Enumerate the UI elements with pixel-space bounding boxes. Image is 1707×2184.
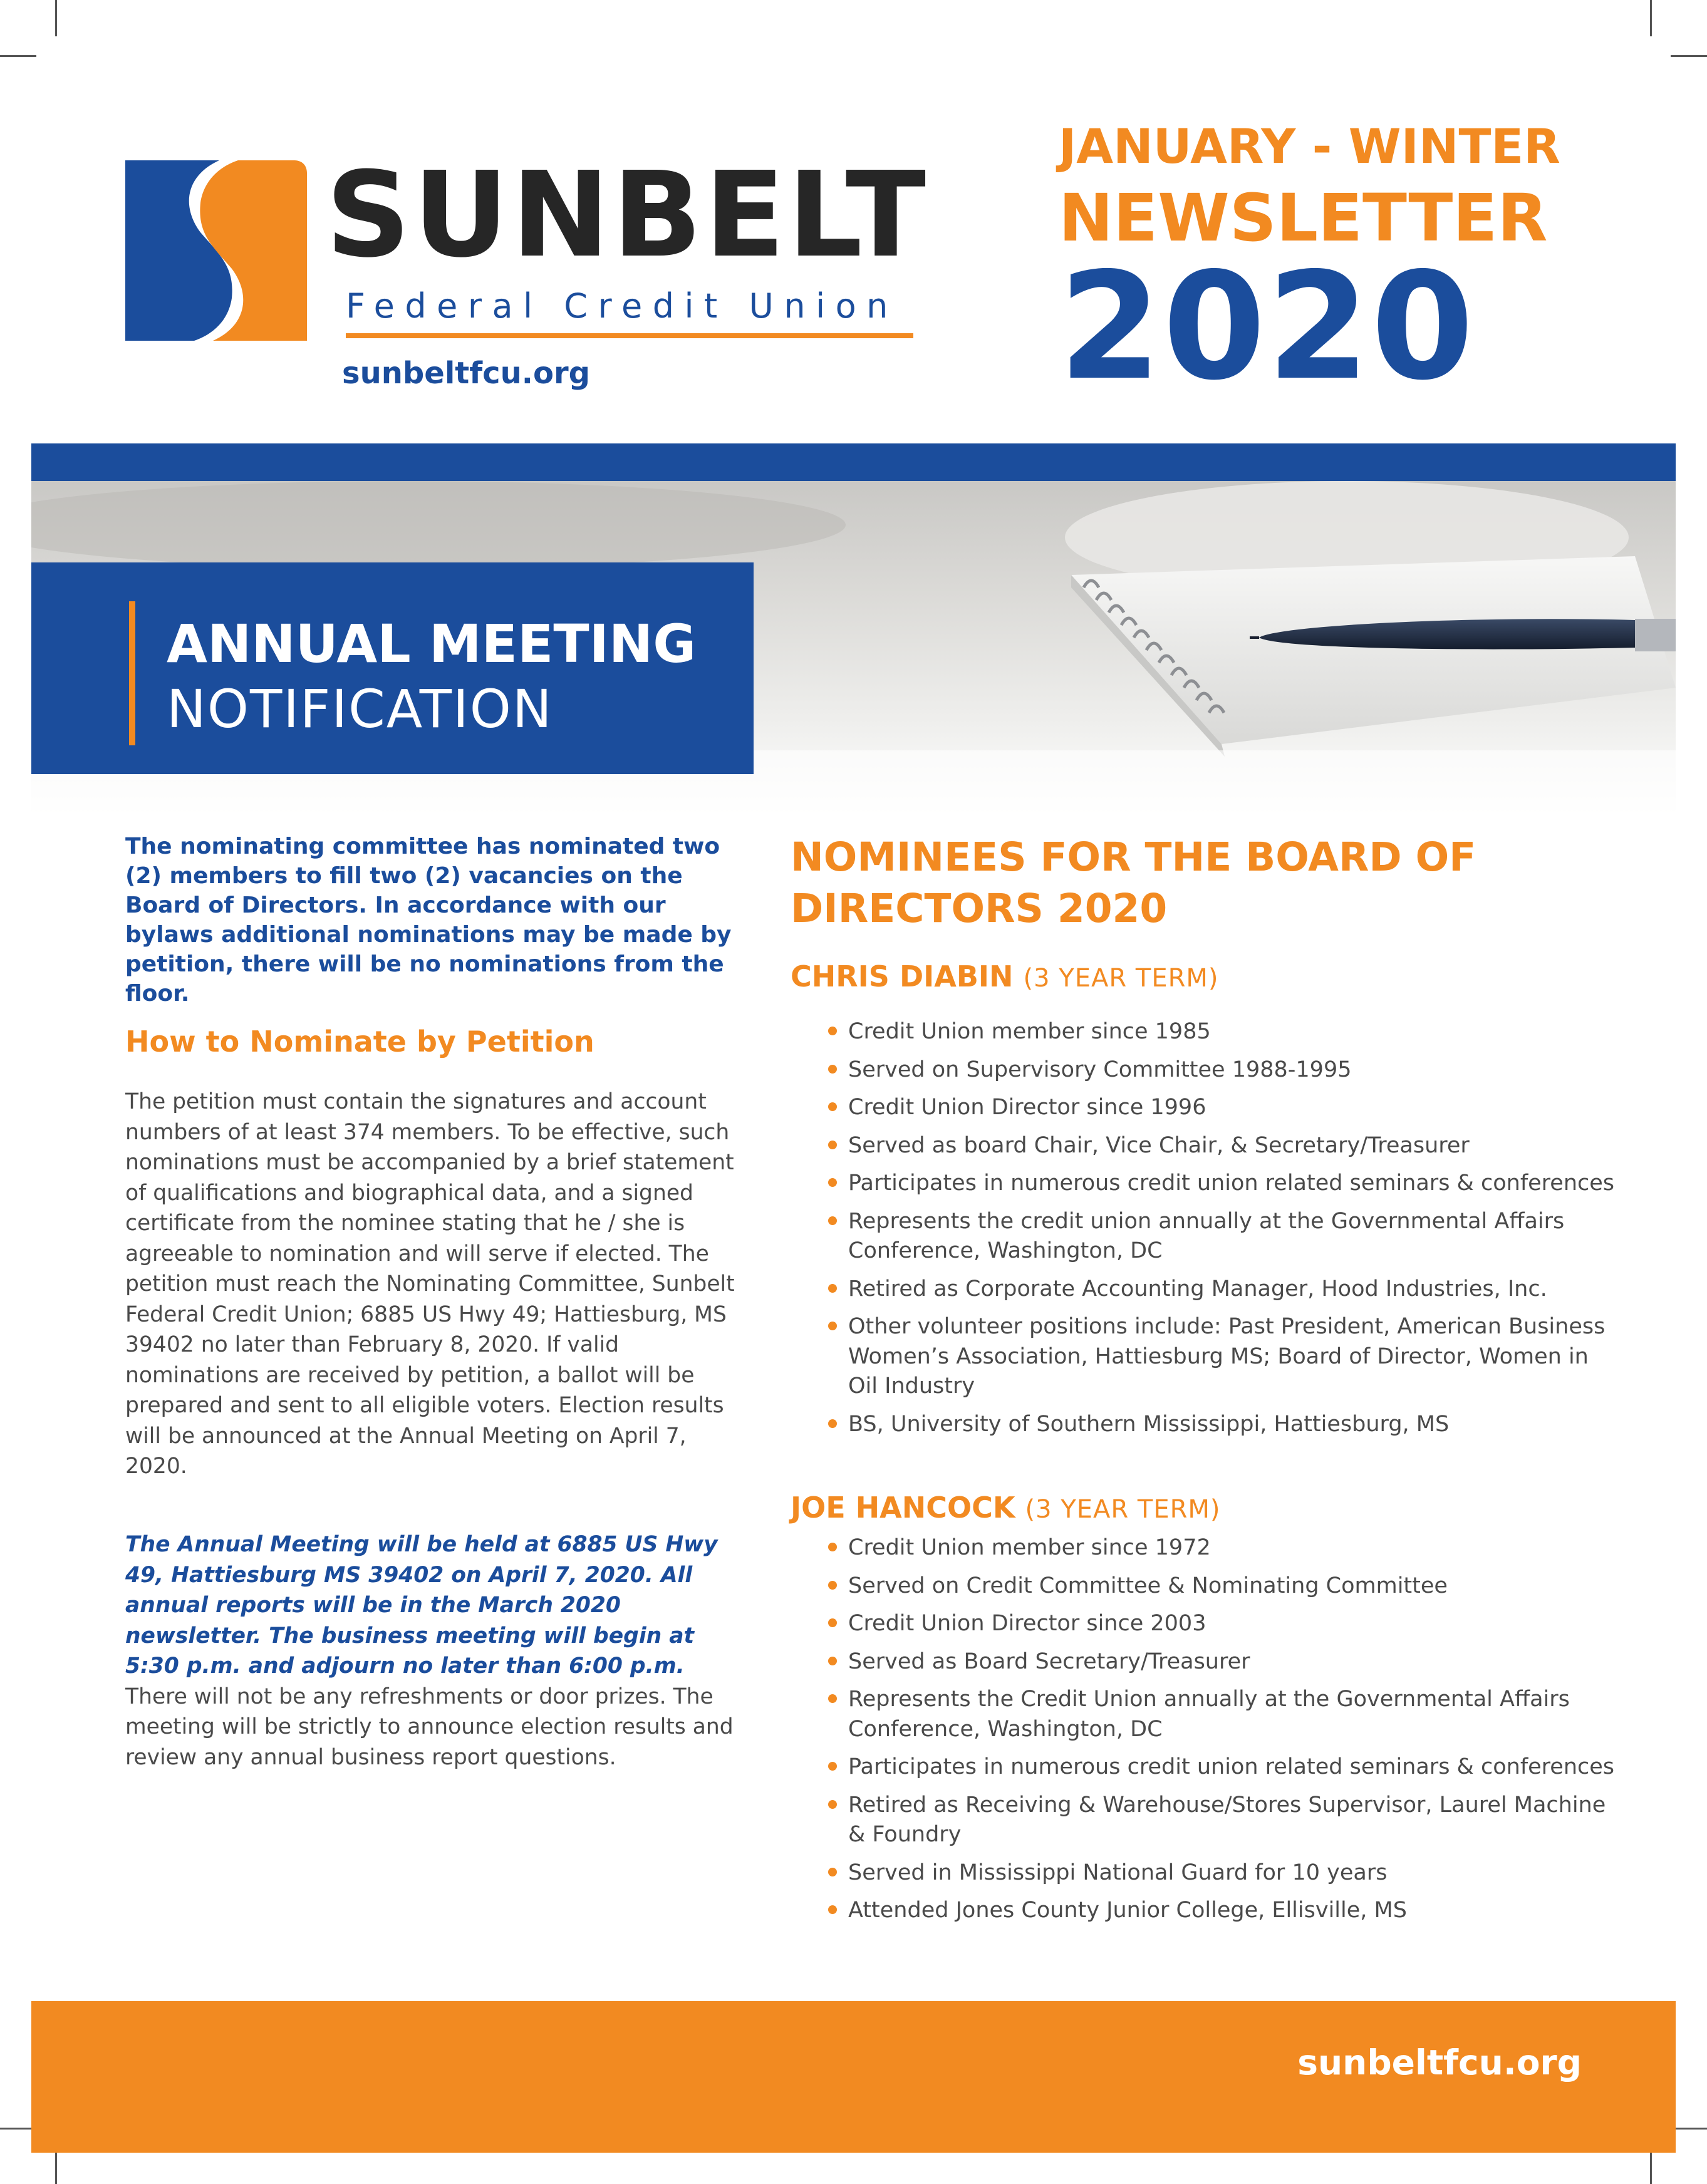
- candidate-name: [791, 962, 1624, 991]
- list-item: [791, 1410, 1624, 1440]
- bullet-icon: [828, 1216, 837, 1225]
- list-item: [791, 1752, 1624, 1783]
- candidate-name-text: CHRIS DIABIN: [791, 960, 1014, 993]
- bullet-icon: [828, 1322, 837, 1330]
- list-item: [791, 1093, 1624, 1123]
- bullet-icon: [828, 1027, 837, 1035]
- bullet-icon: [828, 1141, 837, 1149]
- brand-divider: [346, 333, 913, 338]
- candidate-qualifications-list: [791, 1017, 1624, 1447]
- petition-body: The petition must contain the signatures and account numbers of at least 374 members. To be effective, such nominations must be accompanied by a brief statement of qualifications and biographical data, and a signed certificate from the nominee stating that he / she is agreeable to nomination and will serve if elected. The petition must reach the Nominating Committee, Sunbelt Federal Credit Union; 6885 US Hwy 49; Hattiesburg, MS 39402 no later than February 8, 2020. If valid nominations are received by petition, a ballot will be prepared and sent to all eligible voters. Election results will be announced at the Annual Meeting on April 7, 2020.: [125, 1089, 735, 1479]
- list-item-text: Served on Credit Committee & Nominating Committee: [848, 1573, 1448, 1598]
- bullet-icon: [828, 1102, 837, 1111]
- list-item: [791, 1017, 1624, 1047]
- bullet-icon: [828, 1618, 837, 1627]
- crop-mark: [0, 55, 36, 57]
- list-item-text: Attended Jones County Junior College, Ellisville, MS: [848, 1898, 1407, 1923]
- issue-label: JANUARY - WINTER: [1059, 118, 1560, 174]
- bullet-icon: [828, 1581, 837, 1590]
- crop-mark: [1671, 55, 1707, 57]
- list-item-text: BS, University of Southern Mississippi, Hattiesburg, MS: [848, 1411, 1450, 1437]
- list-item: [791, 1131, 1624, 1161]
- list-item-text: Other volunteer positions include: Past President, American Business Women’s Association, Hattiesburg MS; Board of Director, Women in Oil Industry: [848, 1314, 1606, 1399]
- list-item-text: Participates in numerous credit union related seminars & conferences: [848, 1754, 1615, 1779]
- bullet-icon: [828, 1868, 837, 1876]
- crop-mark: [55, 2148, 57, 2184]
- candidate-name-text: JOE HANCOCK: [791, 1491, 1015, 1524]
- list-item-text: Served in Mississippi National Guard for 10 years: [848, 1860, 1388, 1885]
- candidate-qualifications-list: [791, 1533, 1624, 1934]
- list-item: [791, 1207, 1624, 1266]
- meeting-details: [125, 1529, 739, 1773]
- bullet-icon: [828, 1800, 837, 1809]
- footer-url[interactable]: sunbeltfcu.org: [1297, 2042, 1582, 2083]
- banner-title: ANNUAL MEETING: [167, 613, 697, 675]
- banner-accent-bar: [129, 601, 135, 745]
- bullet-icon: [828, 1065, 837, 1074]
- crop-mark: [1671, 2128, 1707, 2130]
- bullet-icon: [828, 1657, 837, 1665]
- meeting-details-text: There will not be any refreshments or door prizes. The meeting will be strictly to announce election results and review any annual business report questions.: [125, 1684, 734, 1770]
- list-item-text: Served as board Chair, Vice Chair, & Secretary/Treasurer: [848, 1132, 1470, 1158]
- list-item-text: Represents the Credit Union annually at the Governmental Affairs Conference, Washington, DC: [848, 1687, 1570, 1742]
- brand-subtitle: Federal Credit Union: [346, 286, 898, 326]
- bullet-icon: [828, 1543, 837, 1551]
- candidate-term: (3 YEAR TERM): [1025, 1495, 1221, 1524]
- list-item: [791, 1896, 1624, 1926]
- list-item: [791, 1533, 1624, 1563]
- list-item-text: Credit Union Director since 2003: [848, 1611, 1206, 1636]
- list-item: [791, 1275, 1624, 1305]
- list-item: [791, 1055, 1624, 1085]
- crop-mark: [1650, 0, 1652, 36]
- header-divider-bar: [31, 443, 1676, 481]
- list-item-text: Represents the credit union annually at the Governmental Affairs Conference, Washington, DC: [848, 1208, 1565, 1263]
- list-item-text: Credit Union member since 1972: [848, 1535, 1211, 1560]
- bullet-icon: [828, 1284, 837, 1293]
- bullet-icon: [828, 1419, 837, 1428]
- list-item-text: Participates in numerous credit union related seminars & conferences: [848, 1171, 1615, 1196]
- list-item-text: Retired as Corporate Accounting Manager, Hood Industries, Inc.: [848, 1276, 1547, 1302]
- list-item: [791, 1685, 1624, 1744]
- crop-mark: [55, 0, 57, 36]
- list-item-text: Served on Supervisory Committee 1988-1995: [848, 1057, 1352, 1082]
- brand-url[interactable]: sunbeltfcu.org: [342, 356, 590, 391]
- nomination-intro: The nominating committee has nominated two (2) members to fill two (2) vacancies on the Board of Directors. In accordance with our bylaws additional nominations may be made by petition, there will be no nominations from the floor.: [125, 834, 732, 1007]
- nominees-heading: NOMINEES FOR THE BOARD OF DIRECTORS 2020: [791, 834, 1476, 931]
- list-item: [791, 1858, 1624, 1888]
- candidate-term: (3 YEAR TERM): [1023, 964, 1219, 993]
- bullet-icon: [828, 1762, 837, 1771]
- bullet-icon: [828, 1178, 837, 1187]
- meeting-details-emphasis: The Annual Meeting will be held at 6885 US Hwy 49, Hattiesburg MS 39402 on April 7, 2020. All annual reports will be in the March 2020 newsletter. The business meeting will begin at 5:30 p.m. and adjourn no later than 6:00 p.m.: [125, 1532, 718, 1679]
- list-item-text: Credit Union Director since 1996: [848, 1095, 1206, 1120]
- bullet-icon: [828, 1694, 837, 1703]
- list-item: [791, 1312, 1624, 1402]
- newsletter-year: 2020: [1059, 241, 1475, 413]
- list-item-text: Retired as Receiving & Warehouse/Stores Supervisor, Laurel Machine & Foundry: [848, 1792, 1606, 1847]
- newsletter-title: NEWSLETTER: [1059, 180, 1548, 256]
- list-item: [791, 1609, 1624, 1639]
- list-item-text: Served as Board Secretary/Treasurer: [848, 1648, 1250, 1674]
- candidate-name: [791, 1493, 1624, 1522]
- brand-name: SUNBELT: [326, 147, 929, 284]
- list-item: [791, 1169, 1624, 1199]
- list-item: [791, 1571, 1624, 1602]
- sunbelt-logo-icon: [125, 160, 307, 341]
- crop-mark: [1650, 2148, 1652, 2184]
- list-item-text: Credit Union member since 1985: [848, 1019, 1211, 1044]
- bullet-icon: [828, 1905, 837, 1914]
- banner-subtitle: NOTIFICATION: [167, 678, 553, 740]
- list-item: [791, 1791, 1624, 1850]
- petition-heading: How to Nominate by Petition: [125, 1025, 594, 1058]
- list-item: [791, 1647, 1624, 1677]
